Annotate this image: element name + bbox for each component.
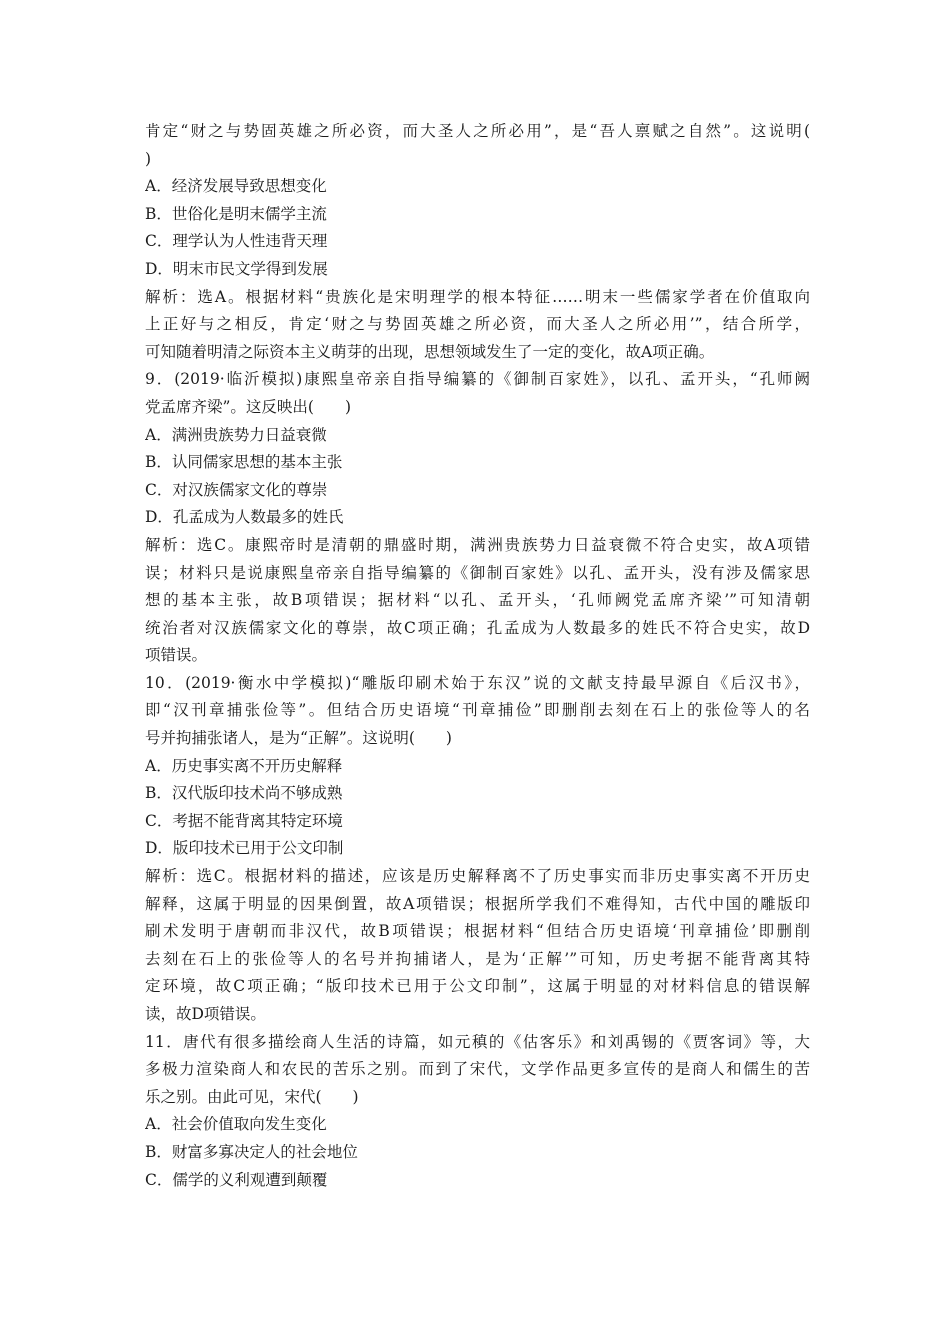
option-line: C．理学认为人性违背天理: [145, 232, 328, 251]
option-line: C．儒学的义利观遭到颠覆: [145, 1170, 328, 1189]
question-line: 10．(2019·衡水中学模拟)“雕版印刷术始于东汉”说的文献支持最早源自《后汉书》，: [145, 673, 810, 692]
analysis-line: 项错误。: [145, 646, 208, 665]
analysis-line: 解析：选C。根据材料的描述，应该是历史解释离不了历史事实而非历史事实离不开历史: [145, 867, 810, 886]
analysis-line: 解析：选A。根据材料“贵族化是宋明理学的根本特征……明末一些儒家学者在价值取向: [145, 287, 810, 306]
analysis-line: 可知随着明清之际资本主义萌芽的出现，思想领域发生了一定的变化，故A项正确。: [145, 342, 715, 361]
option-line: A．满洲贵族势力日益衰微: [145, 425, 327, 444]
option-line: A．历史事实离不开历史解释: [145, 756, 343, 775]
analysis-line: 去刻在石上的张俭等人的名号并拘捕诸人，是为‘正解’”可知，历史考据不能背离其特: [145, 949, 810, 968]
analysis-line: 统治者对汉族儒家文化的尊崇，故C项正确；孔孟成为人数最多的姓氏不符合史实，故D: [145, 618, 810, 637]
analysis-line: 想的基本主张，故B项错误；据材料“以孔、孟开头，‘孔师阙党孟席齐梁’”可知清朝: [145, 591, 810, 610]
option-line: D．版印技术已用于公文印制: [145, 839, 344, 858]
analysis-line: 解释，这属于明显的因果倒置，故A项错误；根据所学我们不难得知，古代中国的雕版印: [145, 894, 810, 913]
option-line: A．社会价值取向发生变化: [145, 1115, 327, 1134]
option-line: B．认同儒家思想的基本主张: [145, 453, 343, 472]
option-line: C．对汉族儒家文化的尊崇: [145, 480, 328, 499]
analysis-line: 定环境，故C项正确；“版印技术已用于公文印制”，这属于明显的对材料信息的错误解: [145, 977, 810, 996]
option-line: D．孔孟成为人数最多的姓氏: [145, 508, 344, 527]
option-line: B．汉代版印技术尚不够成熟: [145, 784, 343, 803]
option-line: C．考据不能背离其特定环境: [145, 811, 343, 830]
question-line: 党孟席齐梁”。这反映出( ): [145, 397, 352, 416]
question-line: 9．(2019·临沂模拟)康熙皇帝亲自指导编纂的《御制百家姓》，以孔、孟开头，“孔师阙: [145, 370, 810, 389]
question-line: 多极力渲染商人和农民的苦乐之别。而到了宋代，文学作品更多宣传的是商人和儒生的苦: [145, 1060, 810, 1079]
question-line: 11．唐代有很多描绘商人生活的诗篇，如元稹的《估客乐》和刘禹锡的《贾客词》等，大: [145, 1032, 810, 1051]
option-line: D．明末市民文学得到发展: [145, 259, 328, 278]
question-line: 乐之别。由此可见，宋代( ): [145, 1087, 359, 1106]
text-line: ): [145, 149, 152, 168]
text-line: 肯定“财之与势固英雄之所必资，而大圣人之所必用”，是“吾人禀赋之自然”。这说明(: [145, 122, 810, 140]
document-body: [145, 118, 810, 1194]
analysis-line: 解析：选C。康熙帝时是清朝的鼎盛时期，满洲贵族势力日益衰微不符合史实，故A项错: [145, 535, 810, 554]
analysis-line: 刷术发明于唐朝而非汉代，故B项错误；根据材料“但结合历史语境‘刊章捕俭’即删削: [145, 922, 810, 941]
analysis-line: 读，故D项错误。: [145, 1005, 266, 1023]
question-line: 号并拘捕张诸人，是为“正解”。这说明( ): [145, 729, 452, 748]
analysis-line: 上正好与之相反，肯定‘财之与势固英雄之所必资，而大圣人之所必用’”，结合所学，: [145, 315, 810, 334]
option-line: B．世俗化是明末儒学主流: [145, 204, 327, 223]
question-line: 即“汉刊章捕张俭等”。但结合历史语境“刊章捕俭”即删削去刻在石上的张俭等人的名: [145, 701, 810, 720]
option-line: B．财富多寡决定人的社会地位: [145, 1142, 358, 1161]
option-line: A．经济发展导致思想变化: [145, 177, 327, 196]
analysis-line: 误；材料只是说康熙皇帝亲自指导编纂的《御制百家姓》以孔、孟开头，没有涉及儒家思: [145, 563, 810, 582]
